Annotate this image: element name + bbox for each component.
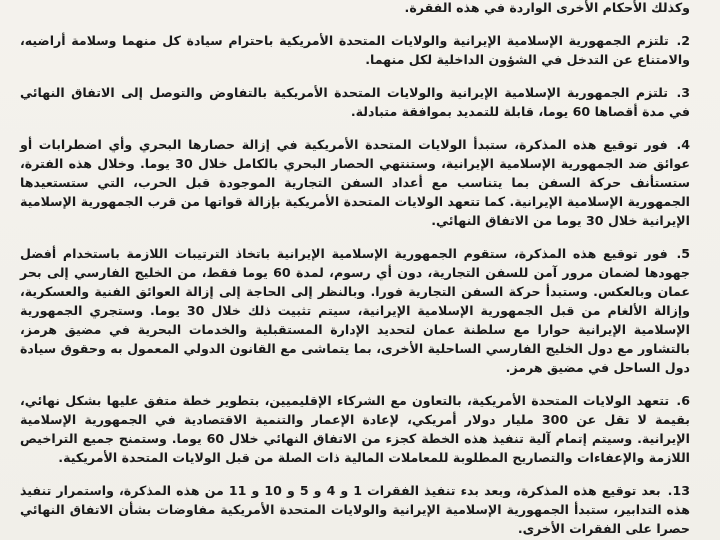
paragraph-2 (20, 31, 690, 69)
paragraph-number: 6. (676, 393, 690, 408)
top-line: وكذلك الأحكام الأخرى الواردة في هذه الفقرة. (404, 0, 690, 15)
paragraph-3 (20, 83, 690, 121)
paragraph-6 (20, 391, 690, 467)
paragraph-text: بعد توقيع هذه المذكرة، وبعد بدء تنفيذ الفقرات 1 و 4 و 5 و 10 و 11 من هذه المذكرة، واستمرار تنفيذ هذه التدابير، ستبدأ الجمهورية الإسلامية الإيرانية والولايات المتحدة الأمريكية مفاوضات بشأن الاتفاق النهائي حصرا على الفقرات الأخرى. (20, 483, 690, 536)
paragraph-number: 2. (676, 33, 690, 48)
paragraph-number: 13. (667, 483, 690, 498)
document-body (20, 0, 690, 540)
paragraph-4 (20, 135, 690, 230)
paragraph-text: تلتزم الجمهورية الإسلامية الإيرانية والولايات المتحدة الأمريكية باحترام سيادة كل منهما وسلامة أراضيه، والامتناع عن التدخل في الشؤون الداخلية لكل منهما. (20, 33, 690, 67)
paragraph-13 (20, 481, 690, 538)
paragraph-text: تلتزم الجمهورية الإسلامية الإيرانية والولايات المتحدة الأمريكية بالتفاوض والتوصل إلى الاتفاق النهائي في مدة أقصاها 60 يوما، قابلة للتمديد بموافقة متبادلة. (20, 85, 690, 119)
paragraph-number: 4. (676, 137, 690, 152)
paragraph-text: تتعهد الولايات المتحدة الأمريكية، بالتعاون مع الشركاء الإقليميين، بتطوير خطة متفق عليها بشكل نهائي، بقيمة لا تقل عن 300 مليار دولار أمريكي، لإعادة الإعمار والتنمية الاقتصادية في الجمهورية الإسلامية الإيرانية. وسيتم إتمام آلية تنفيذ هذه الخطة كجزء من الاتفاق النهائي خلال 60 يوما. وستمنح جميع التراخيص اللازمة والإعفاءات والتصاريح المطلوبة للمعاملات المالية ذات الصلة من قبل الولايات المتحدة الأمريكية. (20, 393, 690, 465)
paragraph-text: فور توقيع هذه المذكرة، ستقوم الجمهورية الإسلامية الإيرانية باتخاذ الترتيبات اللازمة باستخدام أفضل جهودها لضمان مرور آمن للسفن التجارية، دون أي رسوم، لمدة 60 يوما فقط، من الخليج الفارسي إلى بحر عمان وبالعكس. وستبدأ حركة السفن التجارية فورا. وبالنظر إلى الحاجة إلى إزالة العوائق الفنية والعسكرية، وإزالة الألغام من قبل الجمهورية الإسلامية الإيرانية، سيتم تثبيت ذلك خلال 30 يوما. وستجري الجمهورية الإسلامية الإيرانية حوارا مع سلطنة عمان لتحديد الإدارة المستقبلية والخدمات البحرية في مضيق هرمز، بالتشاور مع دول الخليج الفارسي الساحلية الأخرى، بما يتماشى مع القانون الدولي المعمول به وحقوق سيادة دول الساحل في مضيق هرمز. (20, 246, 690, 375)
paragraph-number: 5. (676, 246, 690, 261)
paragraph-5 (20, 244, 690, 377)
paragraph-text: فور توقيع هذه المذكرة، ستبدأ الولايات المتحدة الأمريكية في إزالة حصارها البحري وأي اضطرابات أو عوائق ضد الجمهورية الإسلامية الإيرانية، وستنتهي الحصار البحري بالكامل خلال 30 يوما. وخلال هذه الفترة، ستستأنف حركة السفن بما يتناسب مع أعداد السفن التجارية الموجودة قبل الحرب، التي ستستعيدها الجمهورية الإسلامية الإيرانية. كما تتعهد الولايات المتحدة الأمريكية بإزالة قواتها من قرب الجمهورية الإسلامية الإيرانية خلال 30 يوما من الاتفاق النهائي. (20, 137, 690, 228)
paragraph-number: 3. (676, 85, 691, 100)
